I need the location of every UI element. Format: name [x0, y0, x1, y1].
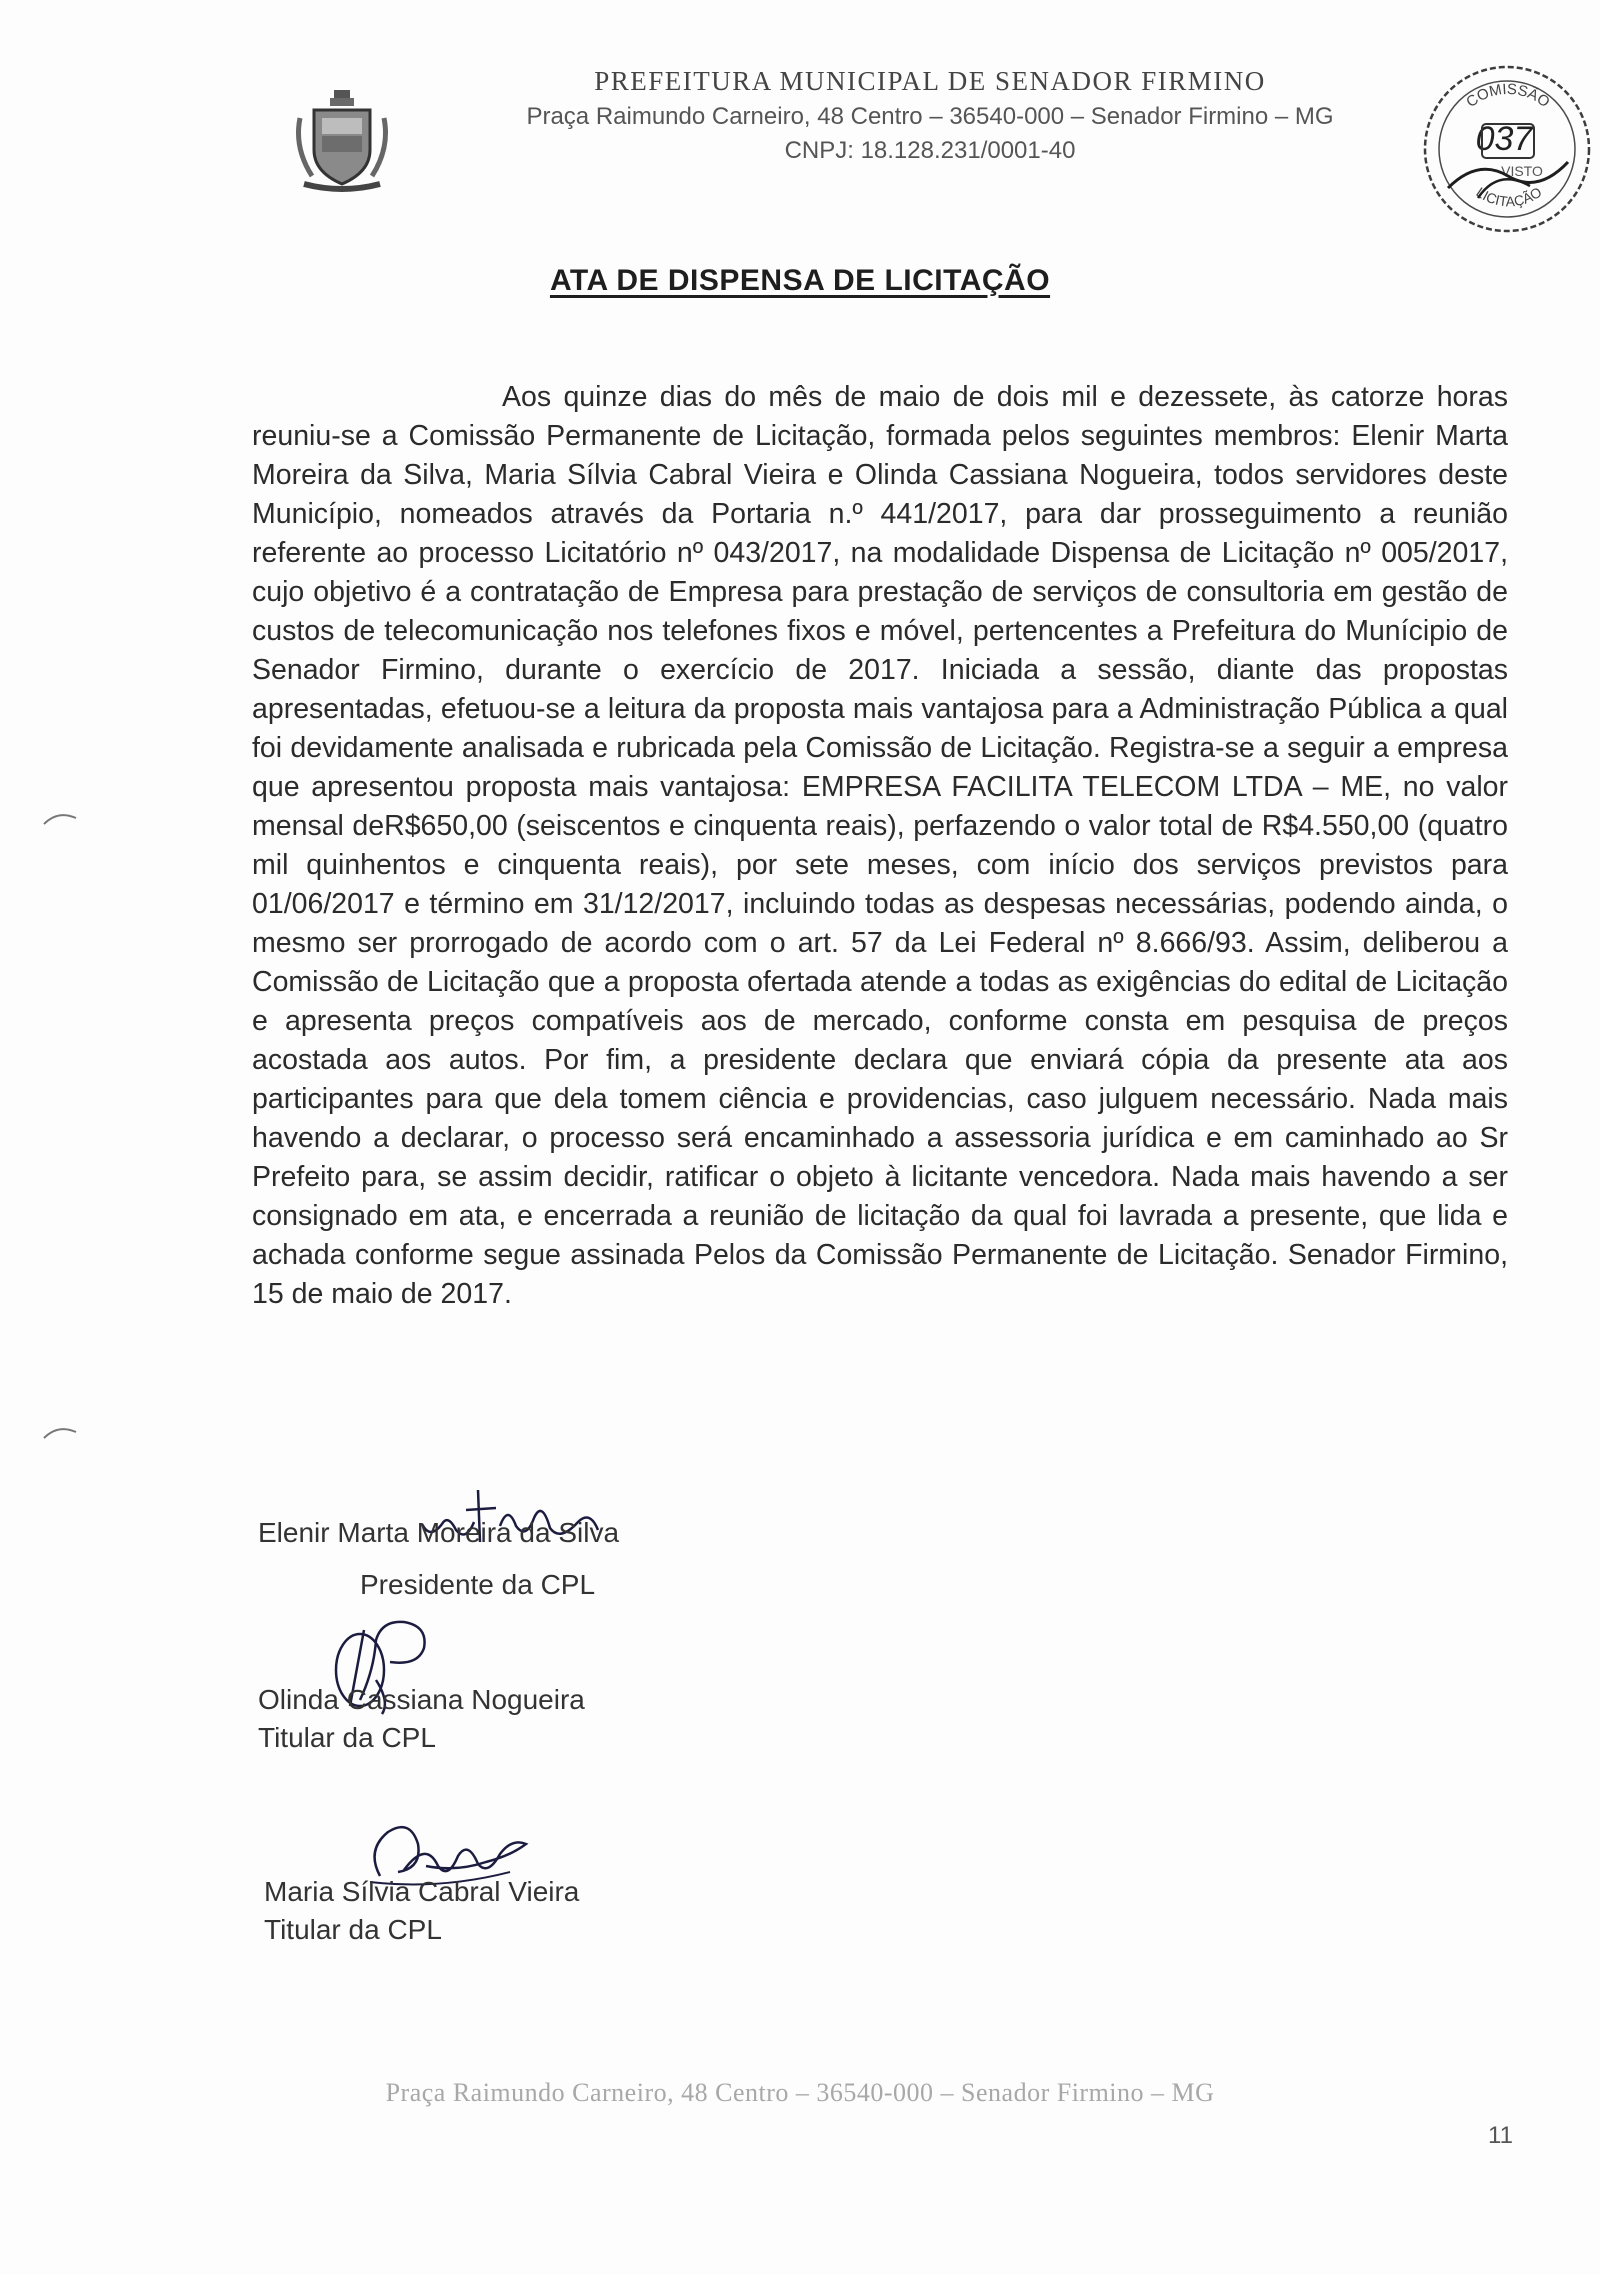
signatory-name: Maria Sílvia Cabral Vieira [264, 1876, 580, 1907]
signature-block-president [258, 1514, 619, 1604]
stamp-bottom-text: LICITAÇÃO [1473, 183, 1545, 210]
signatory-name: Olinda Cassiana Nogueira [258, 1684, 585, 1715]
signatory-role: Presidente da CPL [360, 1569, 596, 1600]
document-title: ATA DE DISPENSA DE LICITAÇÃO [549, 264, 1051, 297]
institution-cnpj: CNPJ: 18.128.231/0001-40 [784, 137, 1076, 164]
scan-artefact [40, 1422, 80, 1442]
svg-text:COMISSÃO [1463, 81, 1553, 111]
signature-block-member-2 [264, 1873, 579, 1949]
page-number: 11 [1488, 2122, 1513, 2149]
minutes-body: Aos quinze dias do mês de maio de dois mil e dezessete, às catorze horas reuniu-se a Comissão Permanente de Licitação, formada pelos seguintes membros: Elenir Marta Moreira da Silva, Maria Sílvia Cabral Vieira e Olinda Cassiana Nogueira, todos servidores deste Município, nomeados através da Portaria n.º 441/2017, para dar prosseguimento a reunião referente ao processo Licitatório nº 043/2017, na modalidade Dispensa de Licitação nº 005/2017, cujo objetivo é a contratação de Empresa para prestação de serviços de consultoria em gestão de custos de telecomunicação nos telefones fixos e móvel, pertencentes a Prefeitura do Munícipio de Senador Firmino, durante o exercício de 2017. Iniciada a sessão, diante das propostas apresentadas, efetuou-se a leitura da proposta mais vantajosa para a Administração Pública a qual foi devidamente analisada e rubricada pela Comissão de Licitação. Registra-se a seguir a empresa que apresentou proposta mais vantajosa: EMPRESA FACILITA TELECOM LTDA – ME, no valor mensal deR$650,00 (seiscentos e cinquenta reais), perfazendo o valor total de R$4.550,00 (quatro mil quinhentos e cinquenta reais), por sete meses, com início dos serviços previstos para 01/06/2017 e término em 31/12/2017, incluindo todas as despesas necessárias, podendo ainda, o mesmo ser prorrogado de acordo com o art. 57 da Lei Federal nº 8.666/93. Assim, deliberou a Comissão de Licitação que a proposta ofertada atende a todas as exigências do edital de Licitação e apresenta preços compatíveis aos de mercado, conforme consta em pesquisa de preços acostada aos autos. Por fim, a presidente declara que enviará cópia da presente ata aos participantes para que dela tomem ciência e providencias, caso julguem necessário. Nada mais havendo a declarar, o processo será encaminhado a assessoria jurídica e em caminhado ao Sr Prefeito para, se assim decidir, ratificar o objeto à licitante vencedora. Nada mais havendo a ser consignado em ata, e encerrada a reunião de licitação da qual foi lavrada a presente, que lida e achada conforme segue assinada Pelos da Comissão Permanente de Licitação. Senador Firmino, 15 de maio de 2017. [252, 381, 1508, 1310]
institution-address: Praça Raimundo Carneiro, 48 Centro – 36540-000 – Senador Firmino – MG [526, 103, 1334, 130]
scan-artefact [40, 808, 80, 828]
letterhead [440, 66, 1420, 169]
stamp-number: 037 [1475, 120, 1533, 158]
stamp-top-text: COMISSÃO [1463, 80, 1553, 112]
signature-block-member-1 [258, 1681, 585, 1757]
svg-text:LICITAÇÃO [1473, 184, 1544, 210]
municipal-crest-icon [292, 88, 392, 193]
stamp-label: VISTO [1501, 163, 1543, 179]
institution-name: PREFEITURA MUNICIPAL DE SENADOR FIRMINO [594, 66, 1266, 96]
signatory-name: Elenir Marta Moreira da Silva [258, 1517, 620, 1548]
footer-address: Praça Raimundo Carneiro, 48 Centro – 36540-000 – Senador Firmino – MG [385, 2078, 1215, 2107]
signatory-role: Titular da CPL [264, 1914, 442, 1945]
commission-stamp [1418, 58, 1596, 236]
signatory-role: Titular da CPL [258, 1722, 436, 1753]
